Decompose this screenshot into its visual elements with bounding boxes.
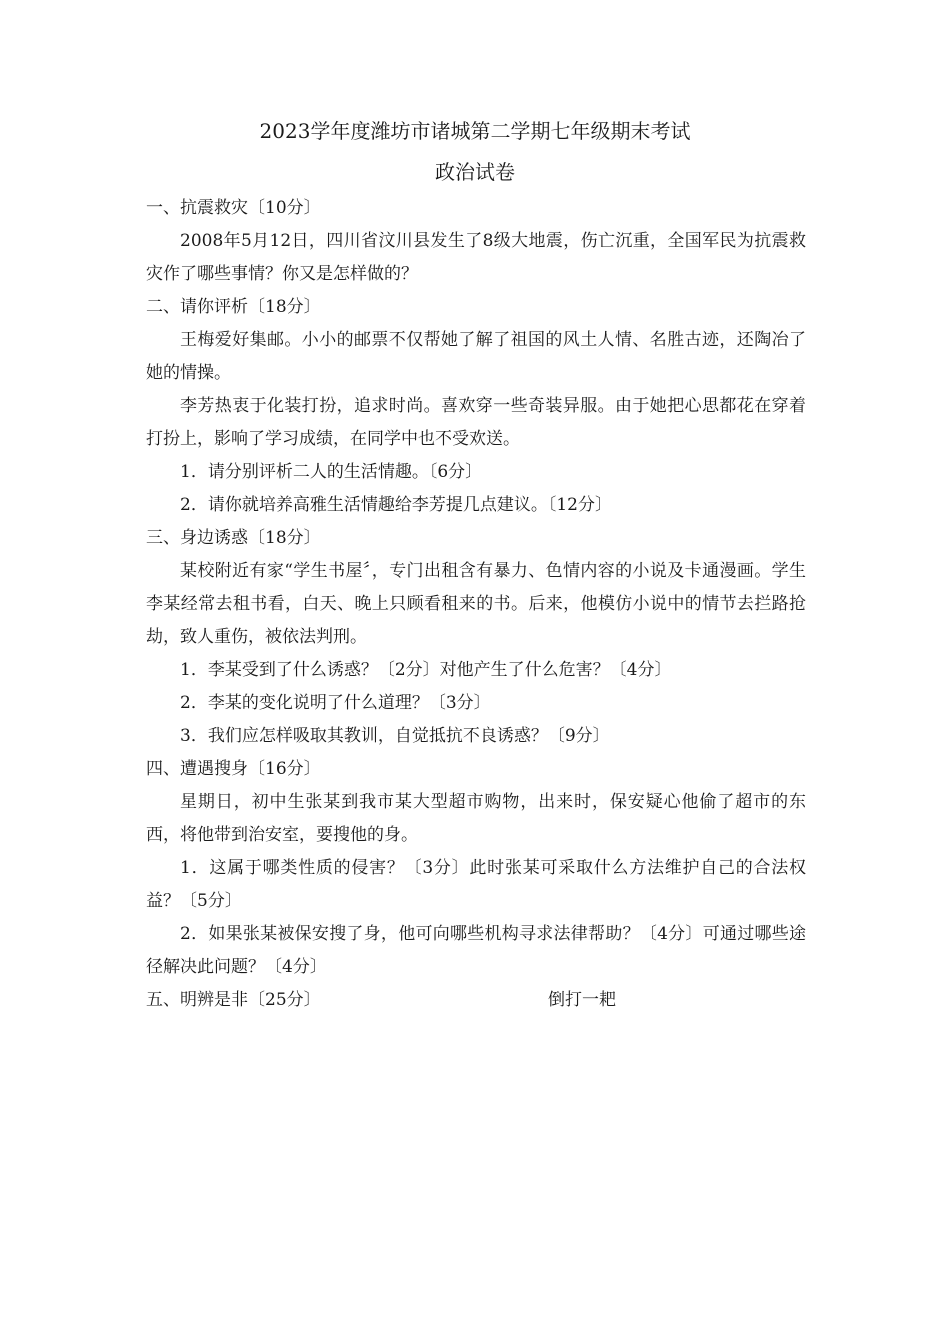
exam-subtitle: 政治试卷 <box>435 160 515 184</box>
section-2-question-2: 2．请你就培养高雅生活情趣给李芳提几点建议。〔12分〕 <box>180 495 612 515</box>
section-3-question-3: 3．我们应怎样吸取其教训，自觉抵抗不良诱惑？〔9分〕 <box>180 726 610 746</box>
section-4-question-1: 1．这属于哪类性质的侵害？〔3分〕此时张某可采取什么方法维护自己的合法权益？〔5分〕 <box>146 858 806 911</box>
section-5-row <box>146 984 806 1017</box>
section-3-heading: 三、身边诱惑〔18分〕 <box>146 528 321 548</box>
exam-content <box>146 192 806 1017</box>
exam-title: 2023学年度潍坊市诸城第二学期七年级期末考试 <box>259 119 691 143</box>
section-3-question-2: 2．李某的变化说明了什么道理？〔3分〕 <box>180 693 491 713</box>
section-4-question-2: 2．如果张某被保安搜了身，他可向哪些机构寻求法律帮助？〔4分〕可通过哪些途径解决此问题？〔4分〕 <box>146 924 806 977</box>
section-2-paragraph-2: 李芳热衷于化装打扮，追求时尚。喜欢穿一些奇装异服。由于她把心思都花在穿着打扮上，影响了学习成绩，在同学中也不受欢送。 <box>146 396 806 449</box>
section-5-aside: 倒打一耙 <box>548 990 616 1010</box>
section-1-paragraph-1: 2008年5月12日，四川省汶川县发生了8级大地震，伤亡沉重，全国军民为抗震救灾作了哪些事情？你又是怎样做的？ <box>146 231 806 284</box>
section-2-paragraph-1: 王梅爱好集邮。小小的邮票不仅帮她了解了祖国的风土人情、名胜古迹，还陶冶了她的情操。 <box>146 330 806 383</box>
section-3-question-1: 1．李某受到了什么诱惑？〔2分〕对他产生了什么危害？〔4分〕 <box>180 660 672 680</box>
section-1-heading: 一、抗震救灾〔10分〕 <box>146 198 321 218</box>
section-4-paragraph-1: 星期日，初中生张某到我市某大型超市购物，出来时，保安疑心他偷了超市的东西，将他带到治安室，要搜他的身。 <box>146 792 806 845</box>
section-3-paragraph-1: 某校附近有家“学生书屋〞，专门出租含有暴力、色情内容的小说及卡通漫画。学生李某经常去租书看，白天、晚上只顾看租来的书。后来，他模仿小说中的情节去拦路抢劫，致人重伤，被依法判刑。 <box>146 561 806 647</box>
section-2-question-1: 1．请分别评析二人的生活情趣。〔6分〕 <box>180 462 483 482</box>
section-4-heading: 四、遭遇搜身〔16分〕 <box>146 759 321 779</box>
section-2-heading: 二、请你评析〔18分〕 <box>146 297 321 317</box>
section-5-heading: 五、明辨是非〔25分〕 <box>146 990 321 1010</box>
